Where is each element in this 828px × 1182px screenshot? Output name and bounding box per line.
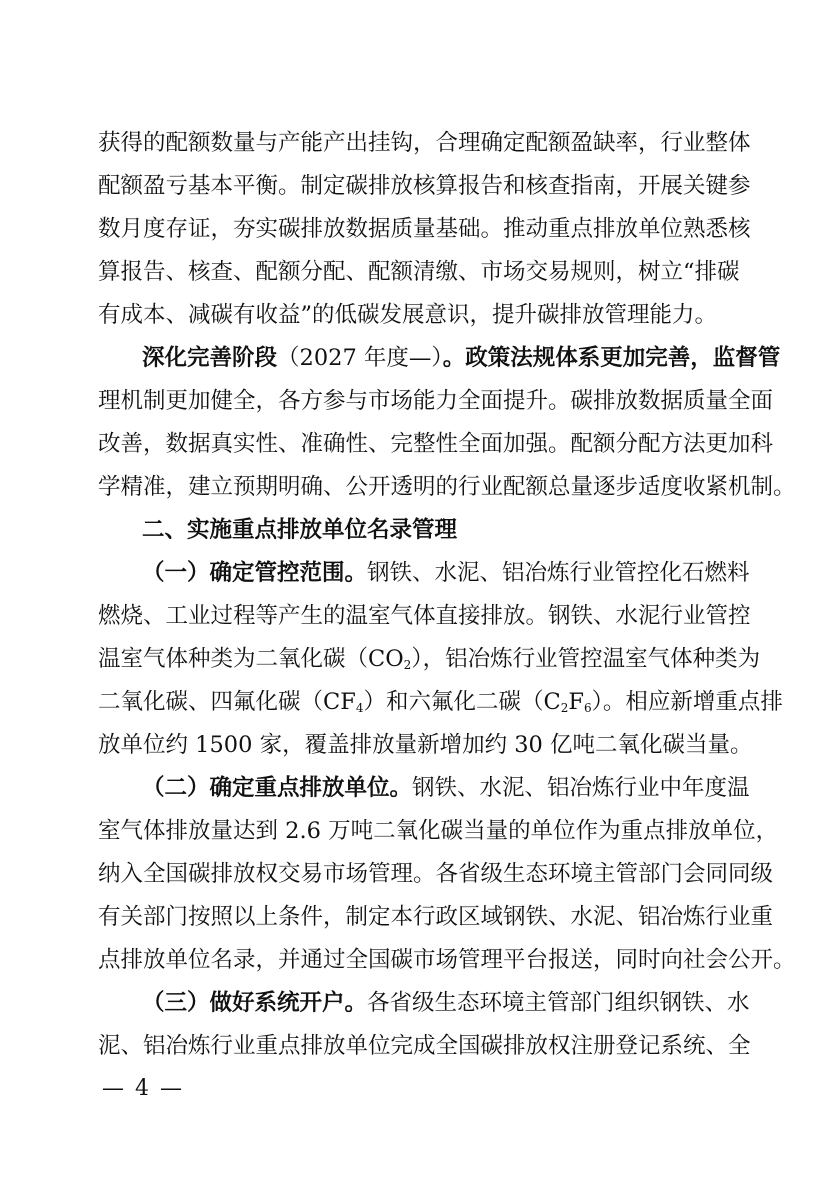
item-heading: （二）确定重点排放单位。 [142,775,413,801]
paragraph-line [98,687,783,717]
paragraph-line: 泥、铝冶炼行业重点排放单位完成全国碳排放权注册登记系统、全 [98,1033,751,1059]
stage-text: 。政策法规体系更加完善，监督管 [442,345,781,371]
paragraph-line: 室气体排放量达到 2.6 万吨二氧化碳当量的单位作为重点排放单位， [98,818,779,844]
stage-paragraph-first-line [142,343,781,373]
item-heading: （一）确定管控范围。 [142,560,368,586]
paragraph-line [98,644,761,674]
paragraph-line: 配额盈亏基本平衡。制定碳排放核算报告和核查指南，开展关键参 [98,173,751,199]
text-fragment: 温室气体种类为二氧化碳（CO [98,646,404,672]
text-fragment: 二氧化碳、四氟化碳（CF [98,689,356,715]
text-fragment: ），铝冶炼行业管控温室气体种类为 [411,646,761,672]
text-fragment: ）和六氟化二碳（C [363,689,561,715]
paragraph-line: 有关部门按照以上条件，制定本行政区域钢铁、水泥、铝冶炼行业重 [98,904,774,930]
stage-title: 深化完善阶段 [142,345,278,371]
subscript: 4 [355,701,364,715]
item-text: 各省级生态环境主管部门组织钢铁、水 [367,990,750,1016]
stage-period: （2027 年度—） [277,345,443,371]
subscript: 2 [560,701,569,715]
text-fragment: ）。相应新增重点排 [591,689,783,715]
item-first-line [142,558,750,588]
paragraph-line: 放单位约 1500 家，覆盖排放量新增加约 30 亿吨二氧化碳当量。 [98,732,753,758]
section-heading: 二、实施重点排放单位名录管理 [142,517,458,543]
item-text: 钢铁、水泥、铝冶炼行业管控化石燃料 [367,560,750,586]
subscript: 2 [403,658,412,672]
paragraph-line: 燃烧、工业过程等产生的温室气体直接排放。钢铁、水泥行业管控 [98,603,751,629]
paragraph-line: 纳入全国碳排放权交易市场管理。各省级生态环境主管部门会同同级 [98,861,774,887]
paragraph-line: 有成本、减碳有收益”的低碳发展意识，提升碳排放管理能力。 [98,302,718,328]
paragraph-line: 算报告、核查、配额分配、配额清缴、市场交易规则，树立“排碳 [98,259,740,285]
subscript: 6 [583,701,592,715]
paragraph-line: 改善，数据真实性、准确性、完整性全面加强。配额分配方法更加科 [98,431,774,457]
paragraph-line: 获得的配额数量与产能产出挂钩，合理确定配额盈缺率，行业整体 [98,130,751,156]
paragraph-line: 理机制更加健全，各方参与市场能力全面提升。碳排放数据质量全面 [98,388,774,414]
page-number: — 4 — [102,1076,184,1101]
text-fragment: F [568,689,584,715]
paragraph-line: 点排放单位名录，并通过全国碳市场管理平台报送，同时向社会公开。 [98,947,796,973]
item-text: 钢铁、水泥、铝冶炼行业中年度温 [412,775,750,801]
item-heading: （三）做好系统开户。 [142,990,368,1016]
item-first-line [142,773,750,803]
paragraph-line: 数月度存证，夯实碳排放数据质量基础。推动重点排放单位熟悉核 [98,216,751,242]
paragraph-line: 学精准，建立预期明确、公开透明的行业配额总量逐步适度收紧机制。 [98,474,796,500]
item-first-line [142,988,750,1018]
